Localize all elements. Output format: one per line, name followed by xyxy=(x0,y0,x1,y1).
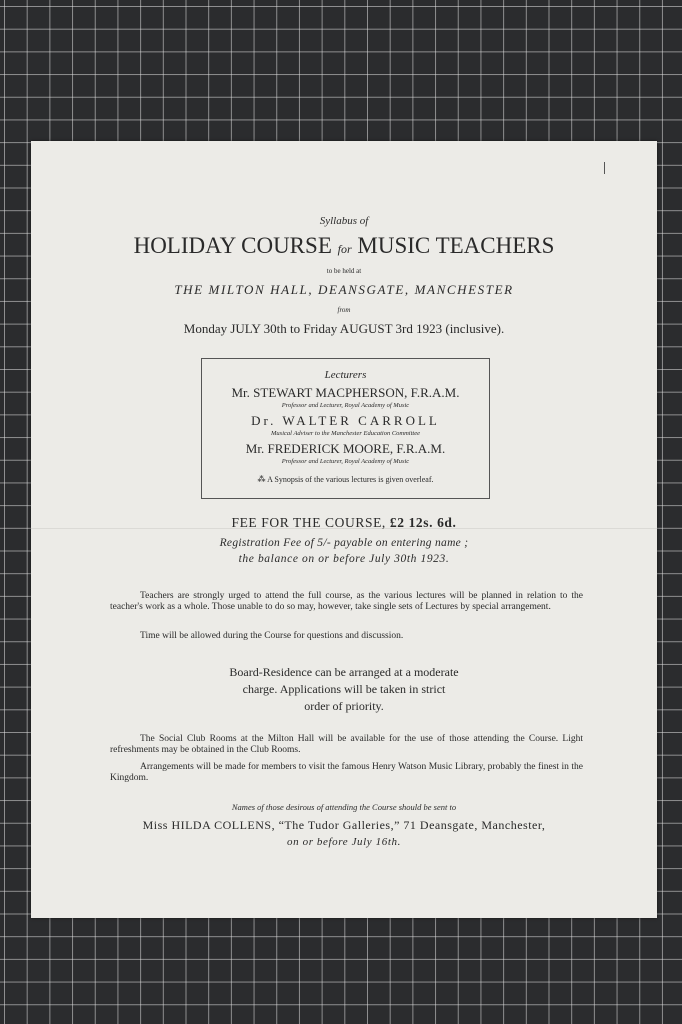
venue: THE MILTON HALL, DEANSGATE, MANCHESTER xyxy=(174,282,514,297)
synopsis-note: ⁂ A Synopsis of the various lectures is given overleaf. xyxy=(257,475,434,484)
names-note: Names of those desirous of attending the Course should be sent to xyxy=(231,802,457,812)
lecturer-name: Dr. WALTER CARROLL xyxy=(251,413,440,428)
syllabus-sheet xyxy=(31,141,657,918)
lecturer-role: Professor and Lecturer, Royal Academy of Music xyxy=(281,402,410,409)
paragraph-full-course: Teachers are strongly urged to attend the full course, as the various lectures will be planned in relation to the teacher's work as a whole. Those unable to do so may, however, take single sets of Lectures by special arrangement. xyxy=(110,591,583,612)
syllabus-label: Syllabus of xyxy=(319,215,369,227)
fee-amount: £2 12s. 6d. xyxy=(389,515,457,530)
from-label: from xyxy=(337,306,351,314)
fee-line xyxy=(31,515,657,531)
lecturer-name: Mr. FREDERICK MOORE, F.R.A.M. xyxy=(245,441,446,456)
lecturer-role: Professor and Lecturer, Royal Academy of Music xyxy=(281,458,410,465)
lecturer-name: Mr. STEWART MACPHERSON, F.R.A.M. xyxy=(231,385,460,400)
pencil-mark xyxy=(604,162,605,174)
lecturers-heading: Lecturers xyxy=(324,369,367,381)
board-line-1: Board-Residence can be arranged at a moderate xyxy=(229,665,459,679)
title-part-a: HOLIDAY COURSE xyxy=(133,233,332,258)
course-dates: Monday JULY 30th to Friday AUGUST 3rd 1923 (inclusive). xyxy=(183,321,505,336)
registration-line-1: Registration Fee of 5/- payable on entering name ; xyxy=(219,537,469,549)
board-line-3: order of priority. xyxy=(304,699,384,713)
board-line-2: charge. Applications will be taken in strict xyxy=(242,682,446,696)
registration-line-2: the balance on or before July 30th 1923. xyxy=(238,553,450,565)
lecturer-role: Musical Adviser to the Manchester Education Committee xyxy=(271,430,420,437)
fee-label: FEE FOR THE COURSE, xyxy=(231,515,386,530)
title-for: for xyxy=(337,242,352,256)
contact-line: Miss HILDA COLLENS, “The Tudor Galleries,” 71 Deansgate, Manchester, xyxy=(142,818,546,832)
paragraph-questions: Time will be allowed during the Course for questions and discussion. xyxy=(140,631,404,641)
page-title xyxy=(31,233,657,259)
paragraph-club-rooms: The Social Club Rooms at the Milton Hall will be available for the use of those attending the Course. Light refreshments may be obtained in the Club Rooms. xyxy=(110,734,583,755)
lecturers-box xyxy=(201,358,490,499)
held-at-label: to be held at xyxy=(326,267,362,275)
deadline-line: on or before July 16th. xyxy=(287,836,401,848)
title-part-b: MUSIC TEACHERS xyxy=(357,233,555,258)
paragraph-library: Arrangements will be made for members to visit the famous Henry Watson Music Library, probably the finest in the Kingdom. xyxy=(110,762,583,783)
